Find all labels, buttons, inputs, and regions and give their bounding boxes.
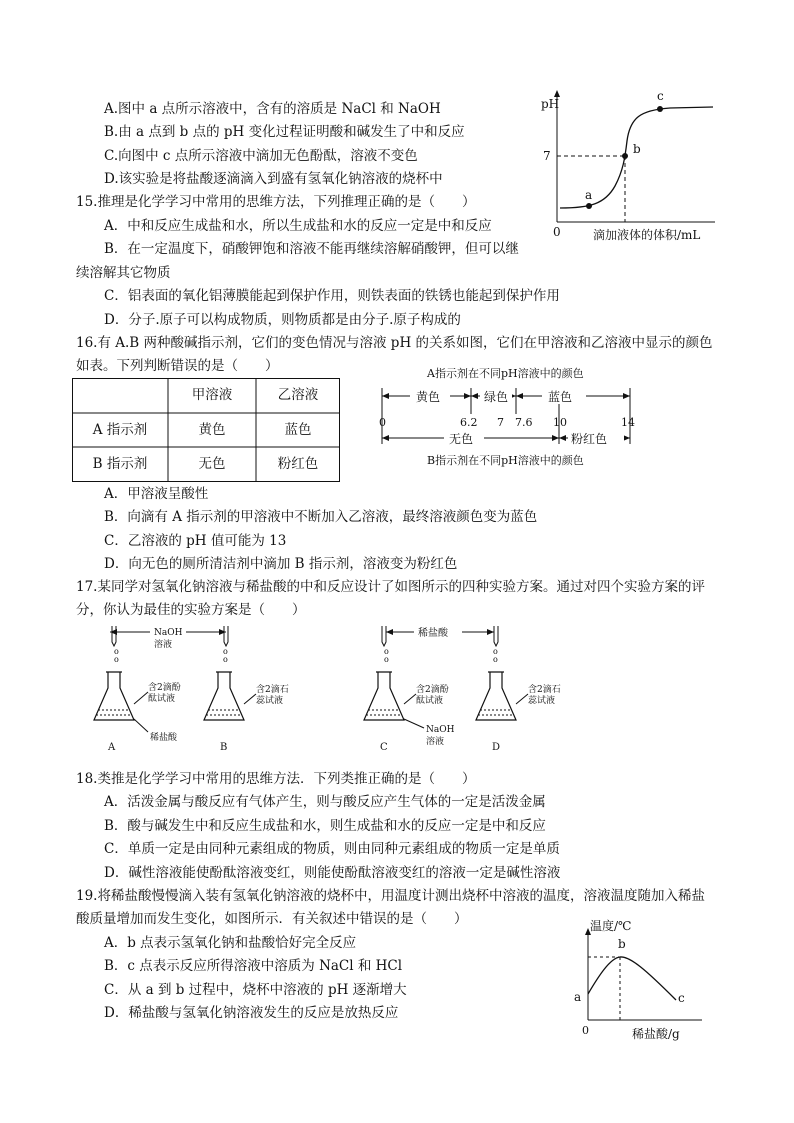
svg-text:o: o [223,647,228,656]
q19-graph-origin: 0 [582,1024,589,1037]
q19-stem-line2: 酸质量增加而发生变化，如图所示．有关叙述中错误的是（ ） [76,911,468,927]
q18-option-d: D．碱性溶液能使酚酞溶液变红，则能使酚酞溶液变红的溶液一定是碱性溶液 [104,865,561,881]
q16-scale-b-colorless: 无色 [449,432,474,446]
q16-table-row-a-yi: 蓝色 [284,422,312,438]
q19-option-a: A．b 点表示氢氧化钠和盐酸恰好完全反应 [104,935,357,951]
q17-stem-line1: 17.某同学对氢氧化钠溶液与稀盐酸的中和反应设计了如图所示的四种实验方案。通过对四个实验方案的评 [76,579,705,595]
svg-text:o: o [384,647,389,656]
q19-stem-line1: 19.将稀盐酸慢慢滴入装有氢氧化钠溶液的烧杯中，用温度计测出烧杯中溶液的温度，溶液温度随加入稀盐 [76,888,705,904]
q17-stem-line2: 分，你认为最佳的实验方案是（ ） [76,602,306,618]
q19-temperature-graph [566,912,706,1042]
q16-table-row-b-jia: 无色 [198,456,226,472]
q19-graph-ylabel: 温度/℃ [590,919,632,933]
q16-table-row-a-label: A 指示剂 [92,422,148,438]
q16-indicator-scale [372,364,644,472]
q17-flask-b-label: 含2滴石 [256,685,289,695]
q16-scale-tick-7: 7 [497,416,504,429]
q16-option-a: A．甲溶液呈酸性 [104,486,209,502]
q14-option-b: B.由 a 点到 b 点的 pH 变化过程证明酸和碱发生了中和反应 [104,124,465,140]
q17-dropper-group-left [110,626,228,664]
q16-scale-tick-7-6: 7.6 [515,416,533,429]
q17-flask-d-label2: 蕊试液 [528,696,556,706]
q16-scale-a-green: 绿色 [484,390,509,404]
q17-dropper-group-right [382,626,498,664]
q17-left-dropper-label: NaOH [154,628,183,638]
q16-option-b: B．向滴有 A 指示剂的甲溶液中不断加入乙溶液，最终溶液颜色变为蓝色 [104,509,538,525]
q17-flask-b [204,672,244,720]
q14-ph-graph [535,86,720,246]
q16-scale-tick-6-2: 6.2 [460,416,478,429]
q19-graph-point-c: c [678,991,685,1005]
q17-flask-c-label2: 酞试液 [416,696,444,706]
svg-text:o: o [493,647,498,656]
q17-flask-b-label2: 蕊试液 [256,696,284,706]
q16-stem-line2: 如表。下列判断错误的是（ ） [76,358,279,374]
q17-left-liquid-label: 稀盐酸 [150,733,178,743]
q17-flask-d [476,672,516,720]
q16-scale-title-a: A指示剂在不同pH溶液中的颜色 [427,367,584,380]
q15-option-a: A．中和反应生成盐和水，所以生成盐和水的反应一定是中和反应 [104,218,492,234]
q17-flask-d-label: 含2滴石 [528,685,561,695]
q17-flask-c-label: 含2滴酚 [416,685,449,695]
q16-table-header-yi: 乙溶液 [277,387,319,403]
q16-scale-tick-0: 0 [379,416,386,429]
q14-graph-ylabel: pH [541,97,560,111]
q16-table-row-b-label: B 指示剂 [92,456,148,472]
q19-graph-point-a: a [574,990,582,1004]
q16-option-d: D．向无色的厕所清洁剂中滴加 B 指示剂，溶液变为粉红色 [104,556,458,572]
q18-option-b: B．酸与碱发生中和反应生成盐和水，则生成盐和水的反应一定是中和反应 [104,818,546,834]
q17-label-a: A [108,742,116,753]
q17-label-c: C [380,742,388,753]
q18-stem: 18.类推是化学学习中常用的思维方法．下列类推正确的是（ ） [76,771,476,787]
q15-option-d: D．分子.原子可以构成物质，则物质都是由分子.原子构成的 [104,312,461,328]
q17-left-dropper-label2: 溶液 [154,640,173,650]
q18-option-a: A．活泼金属与酸反应有气体产生，则与酸反应产生气体的一定是活泼金属 [104,794,546,810]
q16-scale-title-b: B指示剂在不同pH溶液中的颜色 [427,454,584,467]
q14-graph-point-b: b [633,142,641,156]
q15-stem: 15.推理是化学学习中常用的思维方法，下列推理正确的是（ ） [76,194,476,210]
q17-flask-c [364,672,404,720]
q14-option-c: C.向图中 c 点所示溶液中滴加无色酚酞，溶液不变色 [104,148,418,164]
q14-graph-point-a: a [585,188,593,202]
q18-option-c: C．单质一定是由同种元素组成的物质，则由同种元素组成的物质一定是单质 [104,841,560,857]
svg-text:o: o [493,655,498,664]
q17-right-liquid-label2: 溶液 [426,737,445,747]
q14-graph-point-c: c [657,89,664,103]
q14-option-a: A.图中 a 点所示溶液中，含有的溶质是 NaCl 和 NaOH [104,101,441,117]
q17-flask-a-label2: 酞试液 [148,694,176,704]
q16-table-row-b-yi: 粉红色 [277,456,319,472]
q17-right-liquid-label: NaOH [426,725,455,735]
q16-scale-tick-14: 14 [621,416,635,429]
q17-flask-a-label: 含2滴酚 [148,683,181,693]
q16-scale-a-yellow: 黄色 [416,390,441,404]
q16-scale-a-blue: 蓝色 [548,390,573,404]
q15-option-c: C．铝表面的氧化铝薄膜能起到保护作用，则铁表面的铁锈也能起到保护作用 [104,288,560,304]
q19-option-c: C．从 a 到 b 过程中，烧杯中溶液的 pH 逐渐增大 [104,982,407,998]
q16-scale-tick-10: 10 [553,416,567,429]
q16-table-header-jia: 甲溶液 [191,387,233,403]
q14-graph-origin: 0 [553,225,561,239]
q15-option-b-cont: 续溶解其它物质 [76,265,171,281]
q16-option-c: C．乙溶液的 pH 值可能为 13 [104,533,287,549]
svg-text:o: o [114,647,119,656]
svg-text:o: o [114,655,119,664]
q17-flask-a [94,672,134,720]
svg-text:o: o [384,655,389,664]
q14-graph-xlabel: 滴加液体的体积/mL [593,228,701,242]
q19-option-d: D．稀盐酸与氢氧化钠溶液发生的反应是放热反应 [104,1005,399,1021]
q19-graph-xlabel: 稀盐酸/g [632,1027,680,1041]
q19-graph-point-b: b [618,937,626,951]
q16-stem-line1: 16.有 A.B 两种酸碱指示剂，它们的变色情况与溶液 pH 的关系如图，它们在甲溶液和乙溶液中显示的颜色 [76,335,713,351]
q14-option-d: D.该实验是将盐酸逐滴滴入到盛有氢氧化钠溶液的烧杯中 [104,171,443,187]
q17-experiment-figure [90,624,590,760]
q17-label-d: D [492,742,501,753]
q19-option-b: B．c 点表示反应所得溶液中溶质为 NaCl 和 HCl [104,958,403,974]
q14-graph-ytick: 7 [543,149,551,163]
q16-scale-b-pink: 粉红色 [571,432,608,446]
q17-right-dropper-label: 稀盐酸 [418,628,448,639]
q15-option-b: B．在一定温度下，硝酸钾饱和溶液不能再继续溶解硝酸钾，但可以继 [104,241,519,257]
svg-text:o: o [223,655,228,664]
q17-label-b: B [220,742,228,753]
q16-table-row-a-jia: 黄色 [198,422,226,438]
